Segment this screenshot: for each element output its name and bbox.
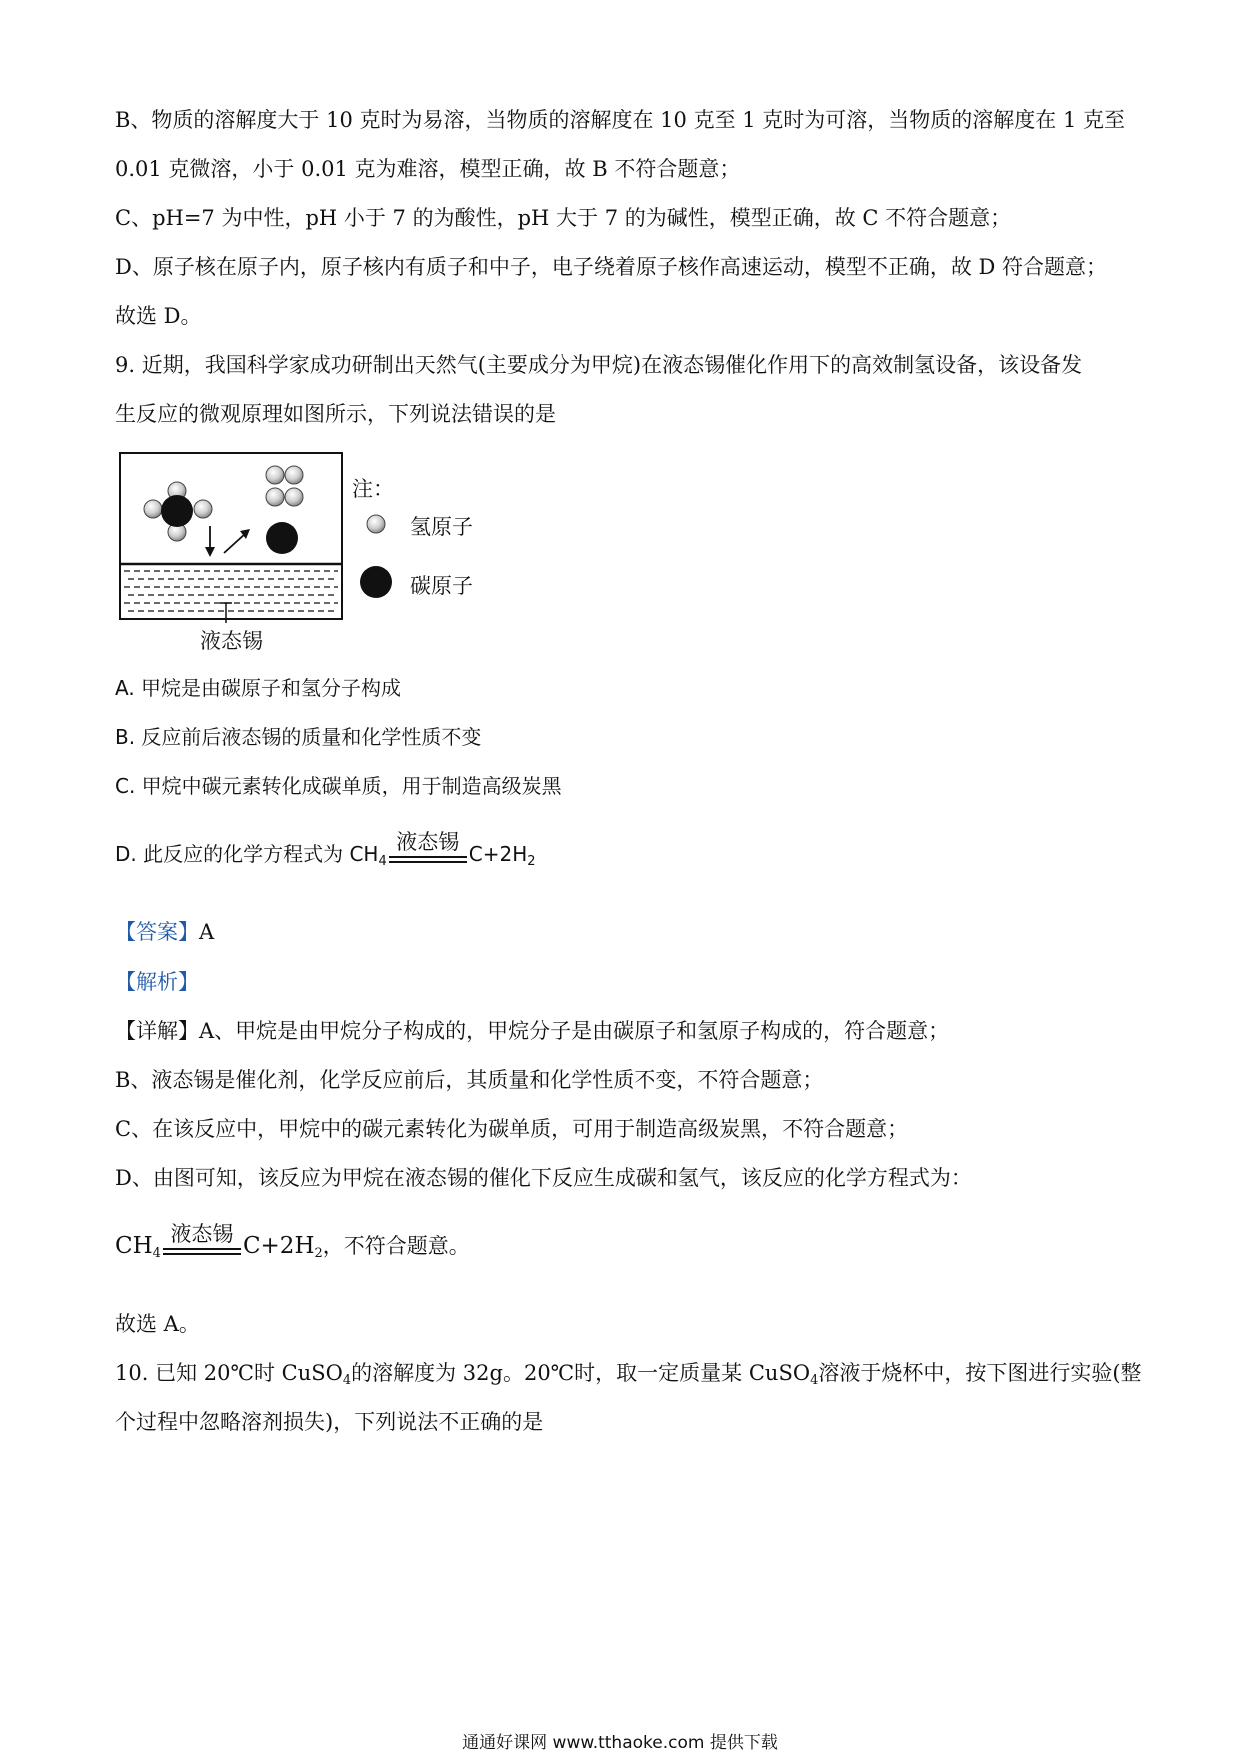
paragraph-c: C、pH=7 为中性，pH 小于 7 的为酸性，pH 大于 7 的为碱性，模型正确，故 C 不符合题意； [115,206,1012,230]
reactor-box [120,453,342,619]
equation-right: C+2H [242,1233,315,1259]
q10-stem-b: 的溶解度为 32g。20℃时，取一定质量某 CuSO [351,1361,811,1385]
option-c: C. 甲烷中碳元素转化成碳单质，用于制造高级炭黑 [115,774,562,798]
equation-tail: ，不符合题意。 [322,1234,470,1258]
detail-b: B、液态锡是催化剂，化学反应前后，其质量和化学性质不变，不符合题意； [115,1068,824,1092]
detail-c: C、在该反应中，甲烷中的碳元素转化为碳单质，可用于制造高级炭黑，不符合题意； [115,1117,909,1141]
detail-d: D、由图可知，该反应为甲烷在液态锡的催化下反应生成碳和氢气，该反应的化学方程式为： [115,1166,972,1190]
question-9-stem-line2: 生反应的微观原理如图所示，下列说法错误的是 [115,402,556,426]
detail-a [115,1017,949,1045]
q10-sub-a: 4 [342,1373,352,1388]
option-d-prefix: D. 此反应的化学方程式为 CH [115,842,379,866]
answer-value: A [199,920,215,944]
conclusion-a: 故选 A。 [115,1312,200,1336]
legend-carbon-label: 碳原子 [410,574,473,598]
option-d-arrow [389,830,467,876]
option-d [115,830,536,876]
paragraph-b1: B、物质的溶解度大于 10 克时为易溶，当物质的溶解度在 10 克至 1 克时为可溶，当物质的溶解度在 1 克至 [115,108,1125,132]
paragraph-b2: 0.01 克微溶，小于 0.01 克为难溶，模型正确，故 B 不符合题意； [115,157,741,181]
q10-sub-b: 4 [810,1373,819,1388]
equation-catalyst: 液态锡 [170,1222,234,1246]
q10-stem-a: 10. 已知 20℃时 CuSO [115,1361,343,1385]
option-d-sub4: 4 [378,854,387,869]
paragraph-d: D、原子核在原子内，原子核内有质子和中子，电子绕着原子核作高速运动，模型不正确，故 D 符合题意； [115,255,1108,279]
footer-text: 通通好课网 www.tthaoke.com 提供下载 [462,1733,778,1753]
reaction-diagram-svg [118,451,498,656]
equation-arrow [163,1222,241,1268]
reaction-diagram [118,451,498,656]
question-10-stem-line1 [115,1359,1142,1395]
conclusion-d: 故选 D。 [115,304,202,328]
answer-tag: 【答案】 [115,920,199,944]
option-d-suffix: C+2H [468,842,528,866]
q10-stem-c: 溶液于烧杯中，按下图进行实验(整 [818,1361,1142,1385]
option-d-sub2: 2 [527,854,536,869]
legend-carbon-icon [360,566,392,598]
liquid-tin-label: 液态锡 [200,629,263,653]
question-9-stem-line1: 9. 近期，我国科学家成功研制出天然气(主要成分为甲烷)在液态锡催化作用下的高效制氢设备，该设备发 [115,353,1083,377]
option-d-catalyst: 液态锡 [396,830,460,854]
detail-tag: 【详解】 [115,1019,199,1043]
equation-sub4: 4 [152,1246,161,1261]
answer-line [115,918,214,946]
legend-hydrogen-label: 氢原子 [410,515,473,539]
carbon-atom-product [266,522,298,554]
option-b: B. 反应前后液态锡的质量和化学性质不变 [115,725,482,749]
detail-a-text: A、甲烷是由甲烷分子构成的，甲烷分子是由碳原子和氢原子构成的，符合题意； [199,1019,950,1043]
equation-line [115,1222,470,1268]
analysis-tag: 【解析】 [115,970,199,994]
option-a: A. 甲烷是由碳原子和氢分子构成 [115,676,402,700]
equation-left: CH [115,1233,153,1259]
question-10-stem-line2: 个过程中忽略溶剂损失)，下列说法不正确的是 [115,1410,544,1434]
legend-note: 注： [352,477,394,501]
equation-sub2: 2 [314,1246,323,1261]
legend-hydrogen-icon [367,515,385,533]
